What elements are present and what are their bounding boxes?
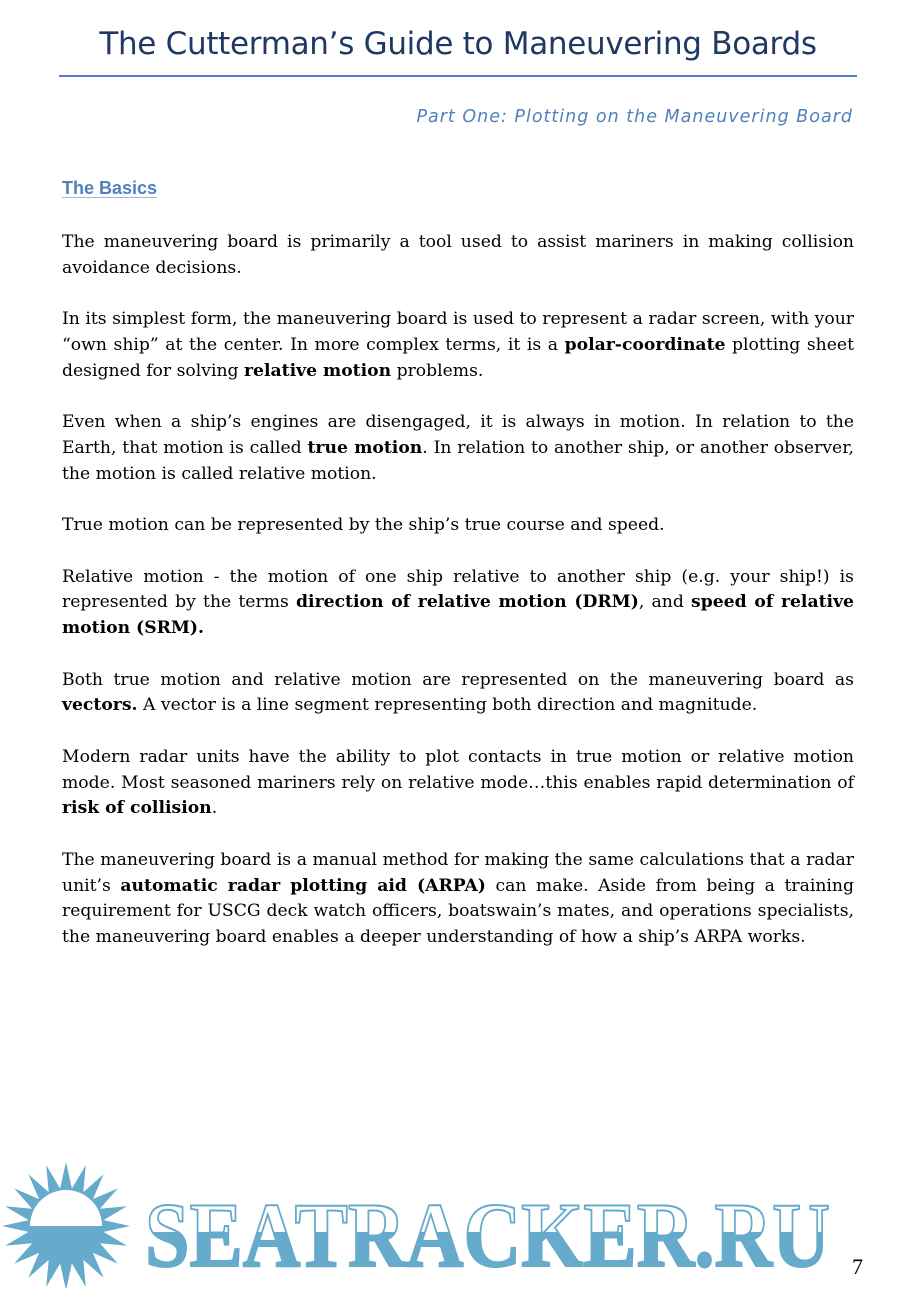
paragraph	[62, 230, 854, 282]
sun-icon	[2, 1162, 130, 1288]
text-run: True motion can be represented by the ship’s true course and speed.	[62, 515, 665, 536]
paragraph	[62, 745, 854, 822]
text-run: Modern radar units have the ability to plot contacts in true motion or relative motion mode. Most seasoned mariners rely on relative mode…this enables rapid determination of	[62, 746, 854, 793]
bold-term: vectors.	[62, 695, 138, 716]
page-number: 7	[852, 1254, 863, 1279]
seatracker-watermark-logo	[0, 1158, 840, 1288]
text-run: The maneuvering board is a manual method for making the same calculations that a radar unit’s	[62, 849, 854, 896]
paragraph	[62, 848, 854, 951]
document-title: The Cutterman’s Guide to Maneuvering Boards	[99, 26, 817, 62]
bold-term: automatic radar plotting aid (ARPA)	[120, 875, 486, 896]
text-run: . In relation to another ship, or another observer, the motion is called relative motion.	[62, 437, 854, 484]
bold-term: speed of relative motion (SRM).	[62, 592, 854, 639]
text-run: In its simplest form, the maneuvering board is used to represent a radar screen, with your “own ship” at the center. In more complex terms, it is a	[62, 309, 854, 355]
text-run: Even when a ship’s engines are disengaged, it is always in motion. In relation to the Earth, that motion is called	[62, 412, 854, 458]
section-body	[62, 230, 854, 976]
title-divider	[59, 75, 857, 77]
section-heading: The Basics	[62, 178, 158, 198]
text-run: , and	[638, 592, 692, 613]
paragraph	[62, 307, 854, 384]
text-run: Relative motion - the motion of one ship relative to another ship (e.g. your ship!) is represented by the terms	[62, 566, 854, 613]
watermark-text: SEATRACKER.RU	[145, 1184, 830, 1286]
bold-term: relative motion	[244, 360, 392, 381]
text-run: problems.	[391, 360, 484, 381]
text-run: A vector is a line segment representing both direction and magnitude.	[137, 695, 758, 716]
text-run: can make. Aside from being a training requirement for USCG deck watch officers, boatswain’s mates, and operations specialists, the maneuvering board enables a deeper understanding of how a ship’s ARPA works.	[62, 875, 854, 948]
paragraph	[62, 513, 854, 539]
bold-term: direction of relative motion (DRM)	[296, 592, 639, 613]
bold-term: polar-coordinate	[564, 334, 726, 355]
text-run: plotting sheet designed for solving	[62, 334, 855, 381]
paragraph	[62, 565, 854, 642]
part-subtitle: Part One: Plotting on the Maneuvering Board	[416, 107, 853, 127]
text-run: Both true motion and relative motion are represented on the maneuvering board as	[62, 669, 854, 690]
paragraph	[62, 668, 854, 720]
text-run: .	[211, 798, 218, 819]
text-run: The maneuvering board is primarily a tool used to assist mariners in making collision avoidance decisions.	[62, 232, 854, 278]
bold-term: risk of collision	[62, 798, 212, 819]
bold-term: true motion	[307, 437, 423, 458]
paragraph	[62, 410, 854, 487]
